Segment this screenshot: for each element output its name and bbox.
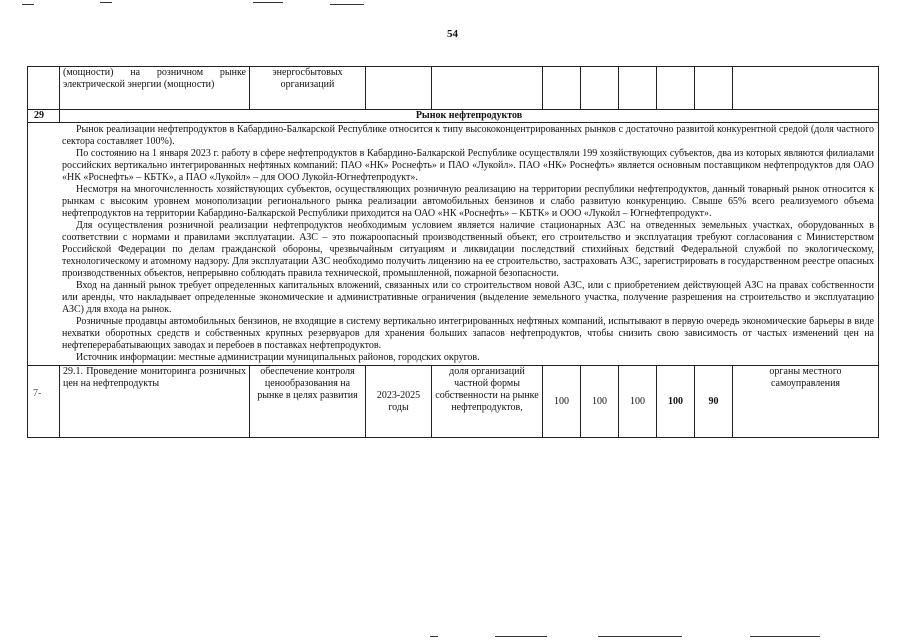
measure-period: 2023-2025 годы	[366, 366, 432, 438]
scan-line-bottom-3	[598, 636, 682, 637]
cont-value-cell-3	[619, 67, 657, 110]
measure-method: обеспечение контроля ценообразования на рынке в целях развития	[250, 366, 366, 438]
section-paragraph: По состоянию на 1 января 2023 г. работу в сфере нефтепродуктов в Кабардино-Балкарской Республике осуществляли 199 хозяйствующих субъектов, два из которых являются филиалами российских вертикально интегрированных нефтяных компаний: ПАО «НК» Роснефть» и ПАО «Лукойл». ПАО «НК» Роснефть» является основным поставщиком нефтепродуктов для ОАО «НК «Роснефть» – КБТК», а ПАО «Лукойл» – для ООО Лукойл-Югнефтепродукт».	[62, 148, 874, 183]
section-paragraph: Вход на данный рынок требует определенных капитальных вложений, связанных или со строительством новой АЗС, или с приобретением действующей АЗС на правах собственности или аренды, что накладывает определенные экономические и административные ограничения (выделение земельного участка, получение разрешения на строительство и эксплуатацию АЗС) для входа на рынок.	[62, 280, 874, 315]
measure-num-cell	[28, 366, 60, 438]
section-header-row	[28, 110, 879, 123]
page-number: 54	[447, 28, 458, 40]
section-text-cell	[28, 123, 879, 366]
section-text-row	[28, 123, 879, 366]
scan-line-top-4	[330, 4, 364, 5]
cont-value-cell-4	[657, 67, 695, 110]
measure-name: 29.1. Проведение мониторинга розничных цен на нефтепродукты	[60, 366, 250, 438]
section-number: 29	[28, 110, 60, 123]
measure-value-2022: 100	[581, 366, 619, 438]
program-table	[27, 66, 879, 438]
scan-line-bottom-1	[430, 636, 438, 637]
cont-name-cell: (мощности) на розничном рынке электрической энергии (мощности)	[60, 67, 250, 110]
cont-value-cell-5	[695, 67, 733, 110]
cont-method-cell: энергосбытовых организаций	[250, 67, 366, 110]
measure-responsible: органы местного самоуправления	[733, 366, 879, 438]
measure-row	[28, 366, 879, 438]
scan-line-top-2	[100, 2, 112, 3]
measure-value-2024: 100	[657, 366, 695, 438]
continuation-row	[28, 67, 879, 110]
margin-mark: 7-	[33, 388, 42, 399]
scan-line-bottom-2	[495, 636, 547, 637]
cont-indicator-cell	[432, 67, 543, 110]
cont-num-cell	[28, 67, 60, 110]
section-title: Рынок нефтепродуктов	[60, 110, 879, 123]
cont-value-cell-1	[543, 67, 581, 110]
scan-line-top-1	[22, 4, 34, 5]
section-paragraph: Розничные продавцы автомобильных бензинов, не входящие в систему вертикально интегрированных нефтяных компаний, испытывают в первую очередь экономические барьеры в виде нехватки оборотных средств и собственных крупных резервуаров для хранения больших запасов нефтепродуктов, чтобы снизить свою зависимость от частых изменений цен на нефтеперерабатывающих заводах и перебоев в поставках нефтепродуктов.	[62, 316, 874, 351]
cont-period-cell	[366, 67, 432, 110]
cont-value-cell-2	[581, 67, 619, 110]
section-paragraph: Источник информации: местные администрации муниципальных районов, городских округов.	[76, 352, 480, 363]
cont-responsible-cell	[733, 67, 879, 110]
measure-value-2021: 100	[543, 366, 581, 438]
scan-line-top-3	[253, 2, 283, 3]
section-paragraph: Рынок реализации нефтепродуктов в Кабардино-Балкарской Республике относится к типу высококонцентрированных рынков с достаточно развитой конкурентной средой (доля частного сектора составляет 100%).	[62, 124, 874, 147]
measure-value-2025: 90	[695, 366, 733, 438]
measure-value-2023: 100	[619, 366, 657, 438]
section-paragraph: Несмотря на многочисленность хозяйствующих субъектов, осуществляющих розничную реализацию на территории республики нефтепродуктов, данный товарный рынок относится к рынкам с высоким уровнем монополизации регионального рынка реализации автомобильных бензинов и слабо развитую конкуренцию. Свыше 65% всего реализуемого объема нефтепродуктов на территории Кабардино-Балкарской Республики приходится на ОАО «НК «Роснефть» – КБТК» и ООО «Лукойл – Югнефтепродукт».	[62, 184, 874, 219]
measure-indicator: доля организаций частной формы собственности на рынке нефтепродуктов,	[432, 366, 543, 438]
section-paragraph: Для осуществления розничной реализации нефтепродуктов необходимым условием является наличие стационарных АЗС на отведенных земельных участках, оборудованных в соответствии с нормами и правилами эксплуатации. АЗС – это пожароопасный производственный объект, его строительство и эксплуатация требуют согласования с Министерством Российской Федерации по делам гражданской обороны, чрезвычайным ситуациям и ликвидации последствий стихийных бедствий Федеральной службой по экологическому, технологическому и атомному надзору. Для эксплуатации АЗС необходимо получить лицензию на ее строительство, застраховать АЗС, зарегистрировать в государственном реестре опасных производственных объектов, непрерывно соблюдать правила технической, промышленной, пожарной безопасности.	[62, 220, 874, 279]
scan-line-bottom-4	[750, 636, 820, 637]
